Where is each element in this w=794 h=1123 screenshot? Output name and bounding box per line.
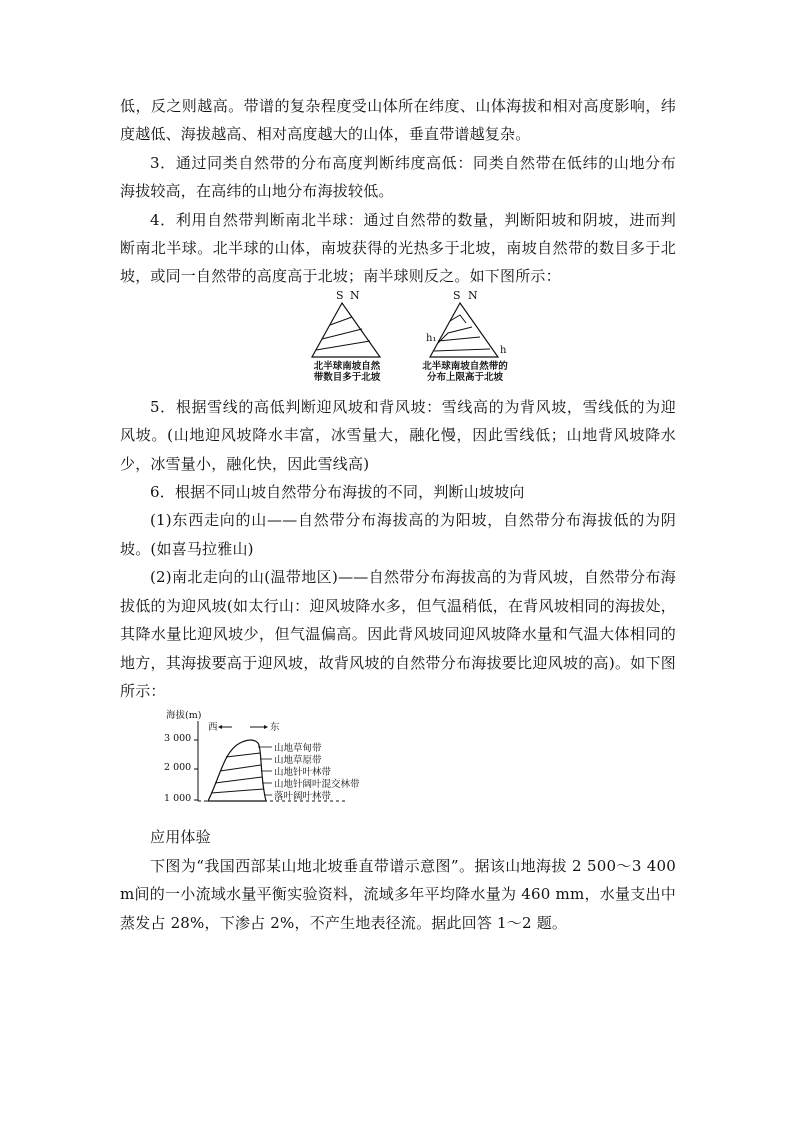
left-caption: 北半球南坡自然 带数目多于北坡 [313,360,381,383]
left-mountain-diagram [308,293,388,363]
tick-1000: 1 000 [164,793,192,805]
left-n-label: N [350,288,360,302]
paragraph-point-5: 5．根据雪线的高低判断迎风坡和背风坡：雪线高的为背风坡，雪线低的为迎风坡。(山地迎风坡降水丰富，冰雪量大，融化慢，因此雪线低；山地背风坡降水少，冰雪量小，融化快，因此雪线高) [120,397,676,473]
vertical-belt-figure [120,709,676,809]
right-n-label: N [468,288,478,302]
paragraph-exercise-intro: 下图为“我国西部某山地北坡垂直带谱示意图”。据该山地海拔 2 500～3 400 m间的一小流域水量平衡实验资料，流域多年平均降水量为 460 mm，水量支出中蒸发占 28%，下渗占 2%，不产生地表径流。据此回答 1～2 题。 [120,856,676,932]
belt-label-mixed: 山地针阔叶混交林带 [274,779,360,791]
paragraph-point-3: 3．通过同类自然带的分布高度判断纬度高低：同类自然带在低纬的山地分布海拔较高，在高纬的山地分布海拔较低。 [120,153,676,201]
belt-label-steppe: 山地草原带 [274,755,322,767]
right-caption: 北半球南坡自然带的 分布上限高于北坡 [422,360,508,383]
left-s-label: S [336,288,344,302]
tick-3000: 3 000 [164,733,192,745]
paragraph-point-6-2: (2)南北走向的山(温带地区)——自然带分布海拔高的为背风坡，自然带分布海拔低的为迎风坡(如太行山：迎风坡降水多，但气温稍低，在背风坡相同的海拔处，其降水量比迎风坡少，但气温偏高。因此背风坡同迎风坡降水量和气温大体相同的地方，其海拔要高于迎风坡，故背风坡的自然带分布海拔要比迎风坡的高)。如下图所示： [120,568,676,700]
belt-label-conifer: 山地针叶林带 [274,767,332,779]
hemisphere-figure [120,288,676,389]
belt-label-deciduous: 落叶阔叶林带 [274,791,332,803]
h-label: h [500,344,507,356]
document-page [120,92,676,937]
paragraph-continued: 低，反之则越高。带谱的复杂程度受山体所在纬度、山体海拔和相对高度影响，纬度越低、海拔越高、相对高度越大的山体，垂直带谱越复杂。 [120,97,676,144]
h1-label: h₁ [426,332,437,344]
paragraph-point-4: 4．利用自然带判断南北半球：通过自然带的数量，判断阳坡和阴坡，进而判断南北半球。北半球的山体，南坡获得的光热多于北坡，南坡自然带的数目多于北坡，或同一自然带的高度高于北坡；南半球则反之。如下图所示： [120,210,676,286]
altitude-axis-label: 海拔(m) [166,710,202,722]
paragraph-point-6: 6．根据不同山坡自然带分布海拔的不同，判断山坡坡向 [150,483,525,502]
east-label: 东 [270,722,280,734]
belt-label-meadow: 山地草甸带 [274,743,322,755]
section-heading: 应用体验 [150,828,211,847]
right-mountain-diagram [420,293,510,363]
paragraph-point-6-1: (1)东西走向的山——自然带分布海拔高的为阳坡，自然带分布海拔低的为阴坡。(如喜马拉雅山) [120,511,676,558]
right-s-label: S [453,288,461,302]
tick-2000: 2 000 [164,762,192,774]
west-label: 西 [208,722,218,734]
